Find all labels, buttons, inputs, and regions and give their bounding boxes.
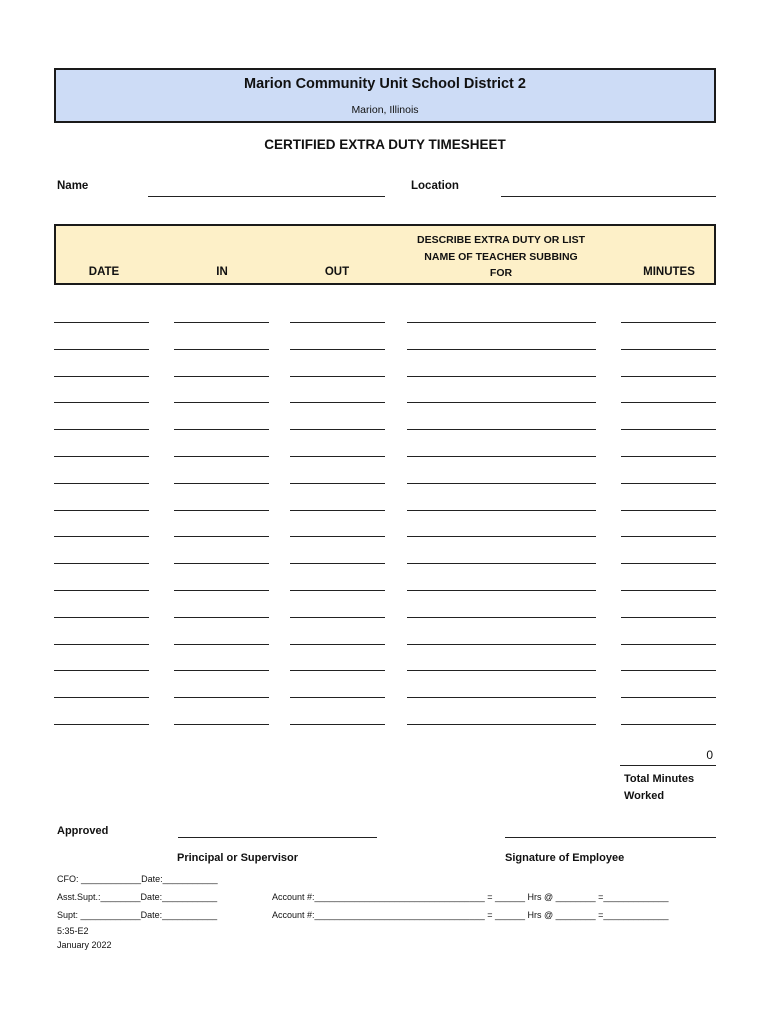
row-9-in-field[interactable] [174, 536, 269, 537]
row-11-out-field[interactable] [290, 590, 385, 591]
district-city: Marion, Illinois [351, 104, 419, 116]
row-14-desc-field[interactable] [407, 670, 596, 671]
row-3-desc-field[interactable] [407, 376, 596, 377]
form-title: CERTIFIED EXTRA DUTY TIMESHEET [264, 137, 506, 152]
row-8-desc-field[interactable] [407, 510, 596, 511]
row-5-date-field[interactable] [54, 429, 149, 430]
account-line-1: Account #:__________________________________ = ______ Hrs @ ________ =_____________ [272, 892, 669, 902]
row-14-in-field[interactable] [174, 670, 269, 671]
row-16-desc-field[interactable] [407, 724, 596, 725]
row-14-minutes-field[interactable] [621, 670, 716, 671]
row-12-desc-field[interactable] [407, 617, 596, 618]
row-3-minutes-field[interactable] [621, 376, 716, 377]
col-in-header: IN [216, 266, 228, 278]
row-6-minutes-field[interactable] [621, 456, 716, 457]
row-1-in-field[interactable] [174, 322, 269, 323]
row-15-out-field[interactable] [290, 697, 385, 698]
form-code: 5:35-E2 [57, 926, 89, 936]
cfo-line: CFO: ____________Date:___________ [57, 874, 218, 884]
asst-supt-line: Asst.Supt.:________Date:___________ [57, 892, 218, 902]
total-minutes-label [624, 771, 694, 804]
col-desc-line2: NAME OF TEACHER SUBBING [424, 250, 578, 263]
table-header [54, 224, 716, 285]
row-2-minutes-field[interactable] [621, 349, 716, 350]
row-8-out-field[interactable] [290, 510, 385, 511]
col-desc-line1: DESCRIBE EXTRA DUTY OR LIST [416, 234, 585, 246]
row-7-in-field[interactable] [174, 483, 269, 484]
row-2-desc-field[interactable] [407, 349, 596, 350]
row-1-desc-field[interactable] [407, 322, 596, 323]
total-minutes-label-line2: Worked [624, 789, 665, 802]
employee-label: Signature of Employee [505, 852, 625, 864]
row-12-minutes-field[interactable] [621, 617, 716, 618]
row-16-minutes-field[interactable] [621, 724, 716, 725]
total-minutes-value: 0 [706, 748, 713, 762]
row-10-minutes-field[interactable] [621, 563, 716, 564]
row-8-date-field[interactable] [54, 510, 149, 511]
total-minutes-label-line1: Total Minutes [624, 773, 695, 785]
row-15-minutes-field[interactable] [621, 697, 716, 698]
row-11-in-field[interactable] [174, 590, 269, 591]
row-13-desc-field[interactable] [407, 644, 596, 645]
row-10-in-field[interactable] [174, 563, 269, 564]
col-desc-header [386, 232, 616, 282]
col-minutes-header: MINUTES [643, 266, 695, 278]
supt-line: Supt: ____________Date:___________ [57, 910, 218, 920]
row-13-date-field[interactable] [54, 644, 149, 645]
row-7-out-field[interactable] [290, 483, 385, 484]
row-4-minutes-field[interactable] [621, 402, 716, 403]
row-12-in-field[interactable] [174, 617, 269, 618]
row-6-desc-field[interactable] [407, 456, 596, 457]
row-15-date-field[interactable] [54, 697, 149, 698]
row-7-minutes-field[interactable] [621, 483, 716, 484]
row-10-desc-field[interactable] [407, 563, 596, 564]
row-6-in-field[interactable] [174, 456, 269, 457]
row-4-desc-field[interactable] [407, 402, 596, 403]
row-3-in-field[interactable] [174, 376, 269, 377]
row-13-in-field[interactable] [174, 644, 269, 645]
name-label: Name [57, 180, 89, 192]
row-14-date-field[interactable] [54, 670, 149, 671]
row-10-date-field[interactable] [54, 563, 149, 564]
row-5-out-field[interactable] [290, 429, 385, 430]
row-13-out-field[interactable] [290, 644, 385, 645]
row-14-out-field[interactable] [290, 670, 385, 671]
row-6-date-field[interactable] [54, 456, 149, 457]
row-3-out-field[interactable] [290, 376, 385, 377]
row-2-out-field[interactable] [290, 349, 385, 350]
col-date-header: DATE [88, 266, 120, 278]
row-9-date-field[interactable] [54, 536, 149, 537]
col-desc-line3: FOR [489, 267, 513, 279]
row-1-date-field[interactable] [54, 322, 149, 323]
row-16-out-field[interactable] [290, 724, 385, 725]
row-9-desc-field[interactable] [407, 536, 596, 537]
principal-signature-field[interactable] [178, 837, 377, 838]
row-11-date-field[interactable] [54, 590, 149, 591]
row-15-in-field[interactable] [174, 697, 269, 698]
account-line-2: Account #:__________________________________ = ______ Hrs @ ________ =_____________ [272, 910, 669, 920]
row-12-out-field[interactable] [290, 617, 385, 618]
row-11-minutes-field[interactable] [621, 590, 716, 591]
name-field[interactable] [148, 196, 385, 197]
row-12-date-field[interactable] [54, 617, 149, 618]
row-13-minutes-field[interactable] [621, 644, 716, 645]
row-8-in-field[interactable] [174, 510, 269, 511]
total-minutes-line [620, 765, 716, 766]
row-16-date-field[interactable] [54, 724, 149, 725]
row-16-in-field[interactable] [174, 724, 269, 725]
row-11-desc-field[interactable] [407, 590, 596, 591]
row-7-desc-field[interactable] [407, 483, 596, 484]
row-7-date-field[interactable] [54, 483, 149, 484]
row-15-desc-field[interactable] [407, 697, 596, 698]
row-1-minutes-field[interactable] [621, 322, 716, 323]
row-9-minutes-field[interactable] [621, 536, 716, 537]
district-name: Marion Community Unit School District 2 [244, 76, 526, 92]
district-header [54, 68, 716, 123]
row-4-out-field[interactable] [290, 402, 385, 403]
row-5-in-field[interactable] [174, 429, 269, 430]
row-3-date-field[interactable] [54, 376, 149, 377]
row-8-minutes-field[interactable] [621, 510, 716, 511]
row-5-minutes-field[interactable] [621, 429, 716, 430]
principal-label: Principal or Supervisor [177, 852, 299, 864]
row-5-desc-field[interactable] [407, 429, 596, 430]
row-6-out-field[interactable] [290, 456, 385, 457]
row-9-out-field[interactable] [290, 536, 385, 537]
row-2-in-field[interactable] [174, 349, 269, 350]
row-10-out-field[interactable] [290, 563, 385, 564]
revision-date: January 2022 [57, 940, 112, 950]
approved-label: Approved [57, 825, 109, 837]
row-4-date-field[interactable] [54, 402, 149, 403]
employee-signature-field[interactable] [505, 837, 716, 838]
row-1-out-field[interactable] [290, 322, 385, 323]
location-field[interactable] [501, 196, 716, 197]
col-out-header: OUT [324, 266, 350, 278]
row-2-date-field[interactable] [54, 349, 149, 350]
row-4-in-field[interactable] [174, 402, 269, 403]
location-label: Location [411, 180, 459, 192]
